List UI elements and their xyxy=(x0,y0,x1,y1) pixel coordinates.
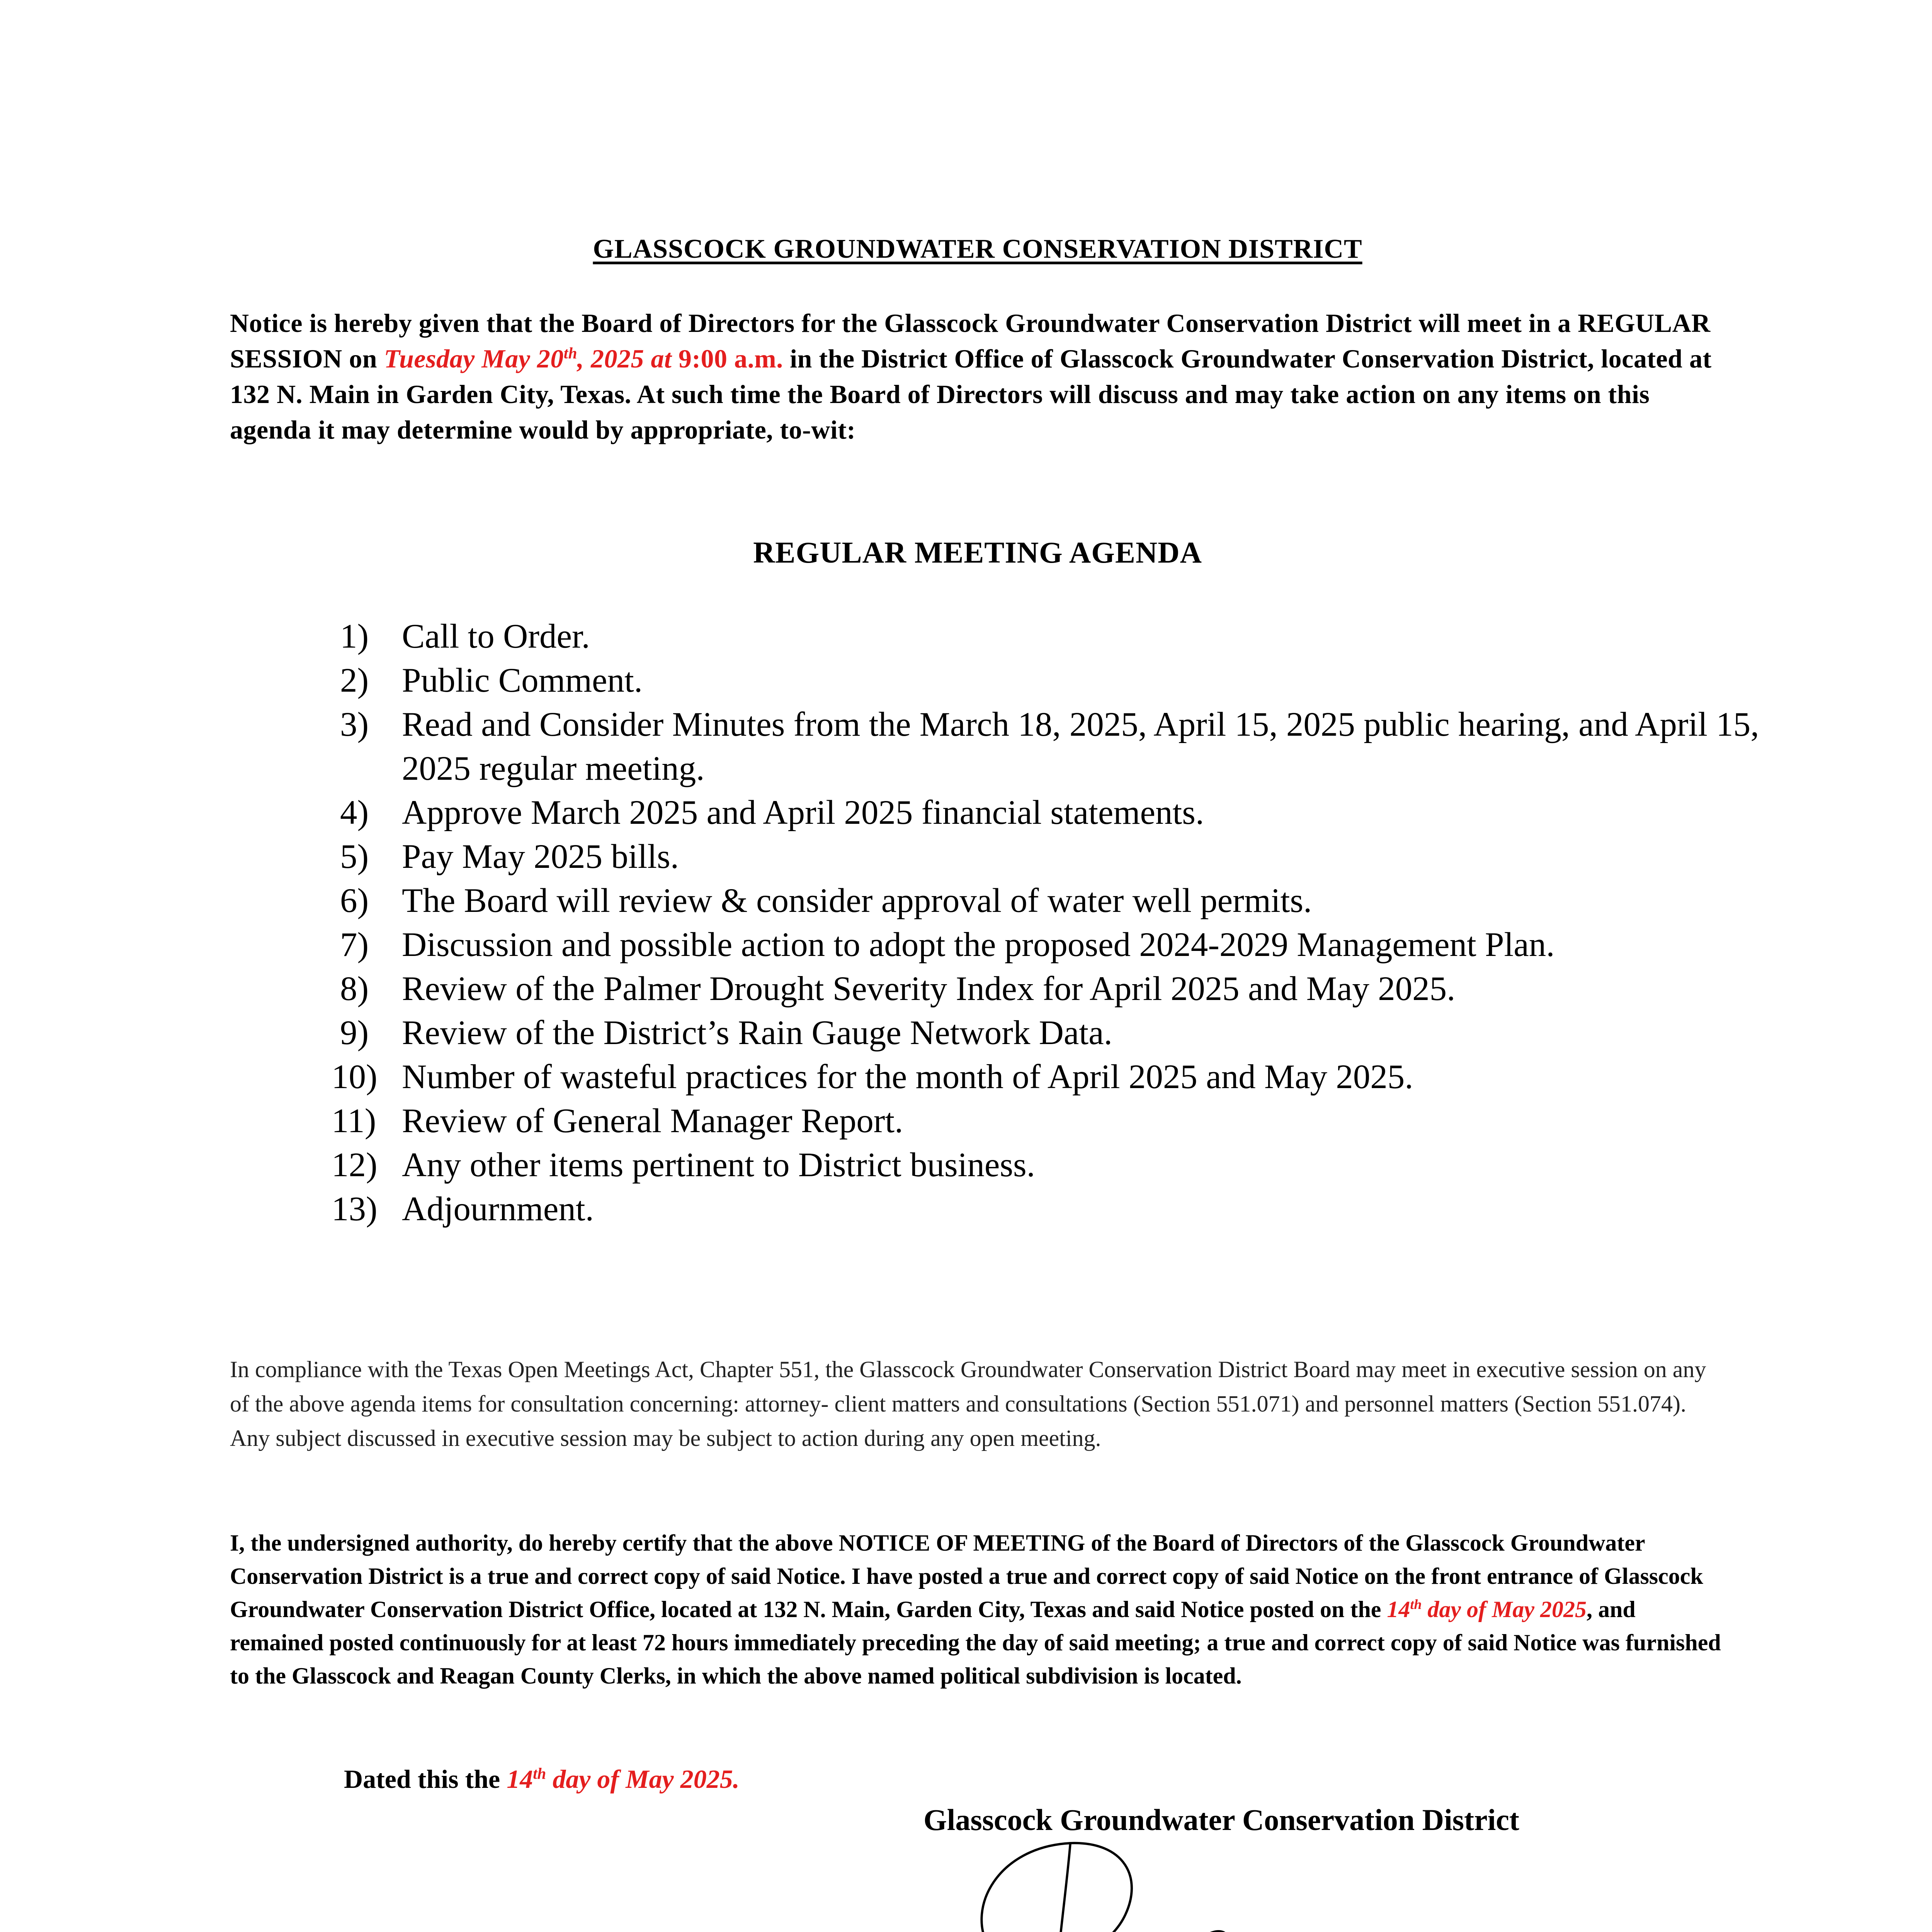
dated-date: 14th day of May 2025. xyxy=(507,1764,740,1794)
handwritten-signature xyxy=(943,1832,1422,1932)
agenda-item-number: 8) xyxy=(340,970,369,1008)
agenda-item-text: Read and Consider Minutes from the March 18, 2025, April 15, 2025 public hearing, and April 15, 2025 regular meeting. xyxy=(402,706,1759,787)
compliance-paragraph: In compliance with the Texas Open Meetings Act, Chapter 551, the Glasscock Groundwater Conservation District Board may meet in executive session on any of the above agenda items for consultation concerning: attorney- client matters and consultations (Section 551.071) and personnel matters (Section 551.074). Any subject discussed in executive session may be subject to action during any open meeting. xyxy=(230,1357,1706,1451)
agenda-item-number: 1) xyxy=(340,617,369,655)
agenda-item-text: Review of the District’s Rain Gauge Network Data. xyxy=(402,1014,1112,1052)
agenda-item-text: Number of wasteful practices for the month of April 2025 and May 2025. xyxy=(402,1058,1413,1096)
agenda-item xyxy=(340,658,1770,702)
agenda-item xyxy=(332,1187,1770,1231)
agenda-item-text: The Board will review & consider approval of water well permits. xyxy=(402,882,1312,920)
agenda-item xyxy=(340,967,1770,1011)
agenda-item xyxy=(332,1055,1770,1099)
meeting-date: Tuesday May 20th, 2025 at xyxy=(384,344,679,373)
agenda-item-text: Call to Order. xyxy=(402,617,590,655)
agenda-item-text: Review of the Palmer Drought Severity Index for April 2025 and May 2025. xyxy=(402,970,1456,1008)
agenda-item-text: Discussion and possible action to adopt the proposed 2024-2029 Management Plan. xyxy=(402,926,1555,964)
posting-date: 14th day of May 2025 xyxy=(1387,1597,1587,1622)
agenda-item-number: 3) xyxy=(340,706,369,743)
agenda-item-number: 2) xyxy=(340,662,369,699)
agenda-item-text: Adjournment. xyxy=(402,1190,594,1228)
notice-text-intro: Notice is hereby given that the Board of Directors for the Glasscock Groundwater Conservation District will meet in a REGULAR SESSION on xyxy=(230,308,1711,373)
agenda-item-number: 6) xyxy=(340,882,369,920)
agenda-item xyxy=(340,702,1770,791)
agenda-item xyxy=(340,923,1770,967)
signature-organization: Glasscock Groundwater Conservation District xyxy=(923,1803,1519,1837)
agenda-item-text: Pay May 2025 bills. xyxy=(402,838,679,876)
agenda-item-number: 4) xyxy=(340,794,369,832)
agenda-item-text: Approve March 2025 and April 2025 financial statements. xyxy=(402,794,1204,832)
agenda-item xyxy=(340,1011,1770,1055)
agenda-item-number: 13) xyxy=(332,1190,378,1228)
certification-text-body: , and remained posted continuously for at least 72 hours immediately preceding the day of said meeting; a true and correct copy of said Notice was furnished to the Glasscock and Reagan County Clerks, in which the above named political subdivision is located. xyxy=(230,1597,1721,1689)
agenda-item-text: Review of General Manager Report. xyxy=(402,1102,903,1140)
agenda-item xyxy=(340,835,1770,879)
agenda-item-number: 5) xyxy=(340,838,369,876)
agenda-item-number: 7) xyxy=(340,926,369,964)
agenda-item xyxy=(340,879,1770,923)
certification-text-intro: I, the undersigned authority, do hereby certify that the above NOTICE OF MEETING of the Board of Directors of the Glasscock Groundwater Conservation District is a true and correct copy of said Notice. I have posted a true and correct copy of said Notice on the front entrance of Glasscock Groundwater Conservation District Office, located at 132 N. Main, Garden City, Texas and said Notice posted on the xyxy=(230,1530,1703,1622)
agenda-item-number: 12) xyxy=(332,1146,378,1184)
dated-line: Dated this the 14th day of May 2025. xyxy=(344,1764,740,1794)
agenda-item-number: 11) xyxy=(332,1102,376,1140)
notice-paragraph xyxy=(230,305,1737,447)
agenda-item xyxy=(340,614,1770,658)
notice-text-body: in the District Office of Glasscock Groundwater Conservation District, located at 132 N. Main in Garden City, Texas. At such time the Board of Directors will discuss and may take action on any items on this agenda it may determine would by appropriate, to-wit: xyxy=(230,344,1712,444)
agenda-item-text: Any other items pertinent to District business. xyxy=(402,1146,1035,1184)
agenda-item-number: 10) xyxy=(332,1058,378,1096)
agenda-item xyxy=(332,1143,1770,1187)
agenda-item xyxy=(332,1099,1770,1143)
meeting-time: 9:00 a.m. xyxy=(678,344,783,373)
agenda-item-number: 9) xyxy=(340,1014,369,1052)
agenda-item xyxy=(340,791,1770,835)
page-title: GLASSCOCK GROUNDWATER CONSERVATION DISTRICT xyxy=(593,234,1362,264)
certification-paragraph xyxy=(230,1526,1725,1692)
agenda-list xyxy=(332,614,1770,1231)
agenda-title: REGULAR MEETING AGENDA xyxy=(753,536,1202,569)
agenda-item-text: Public Comment. xyxy=(402,662,643,699)
